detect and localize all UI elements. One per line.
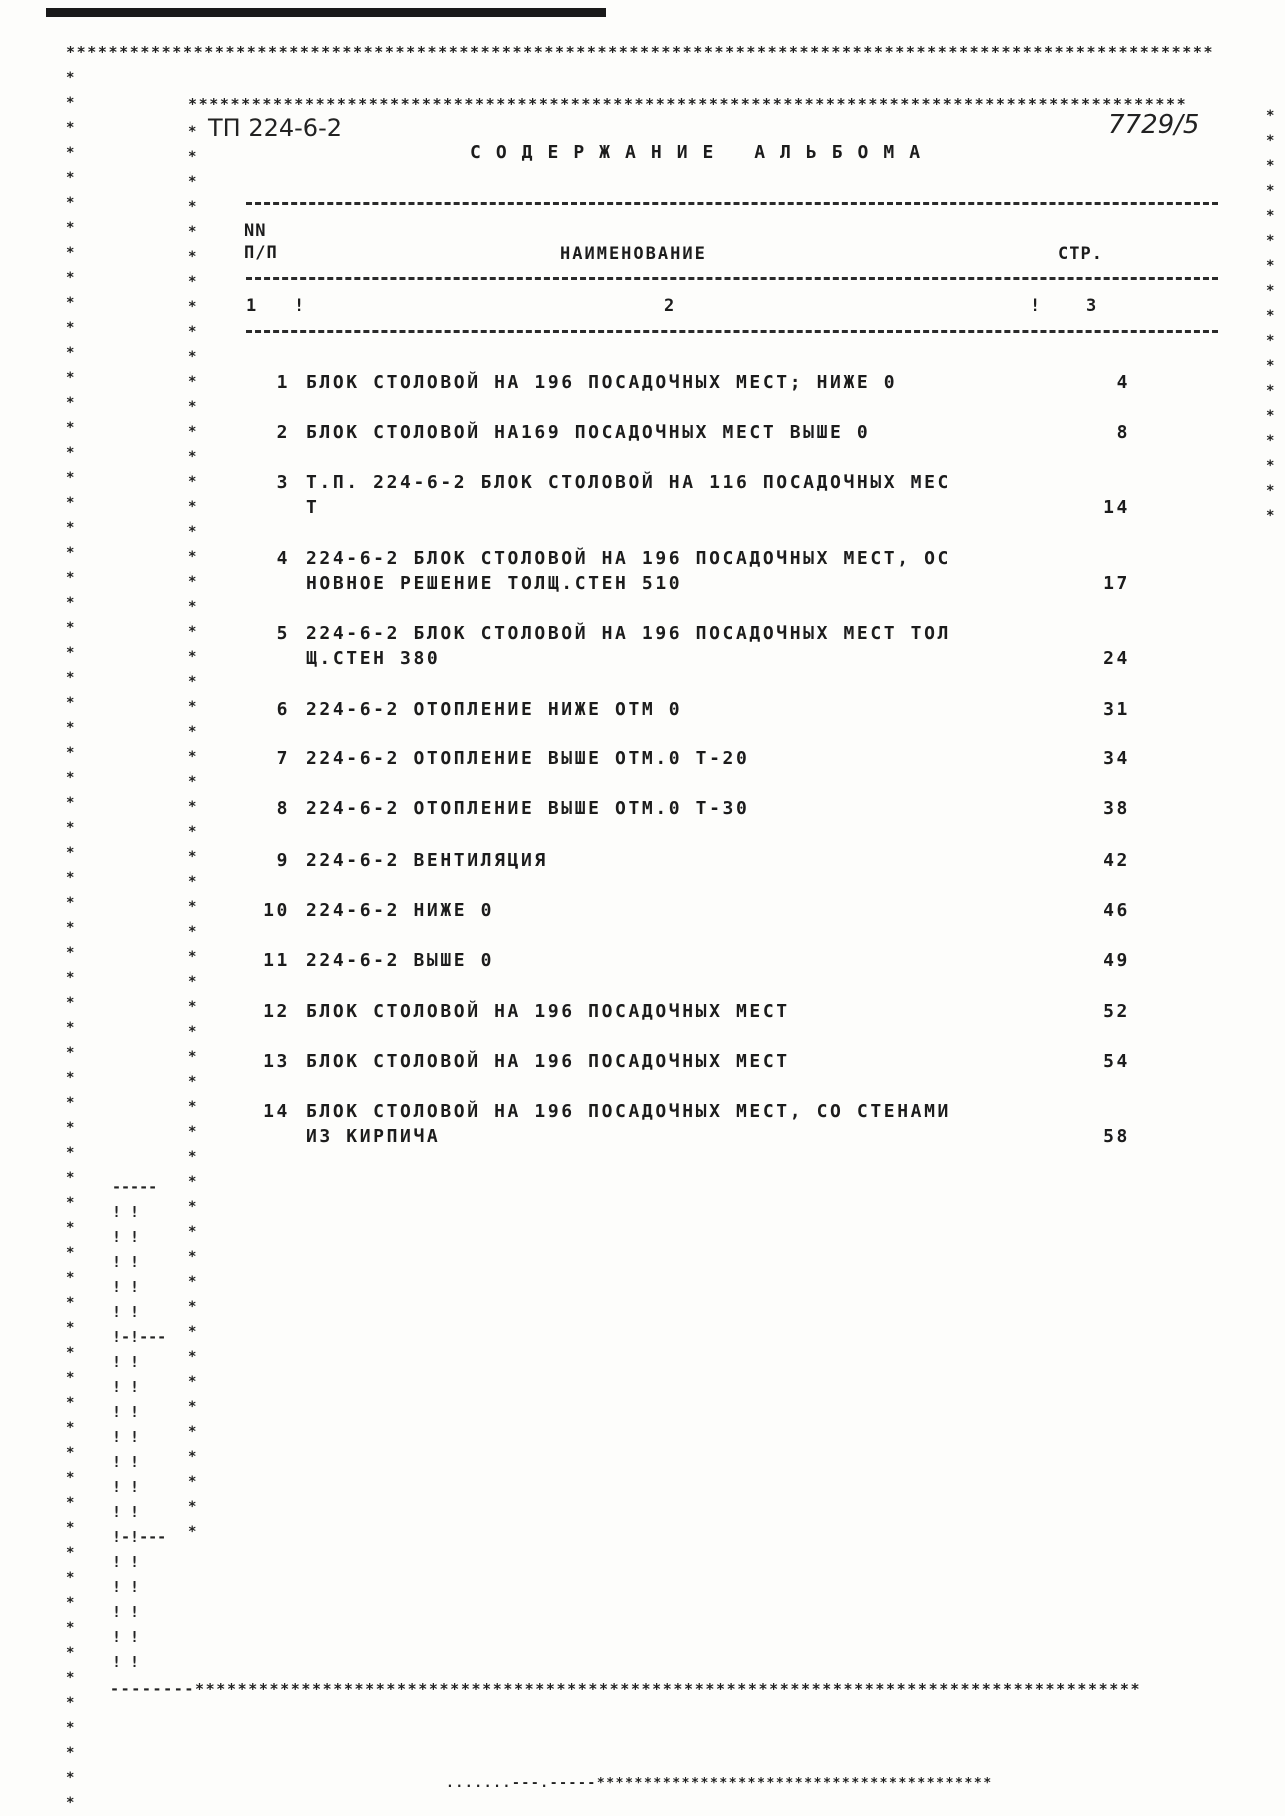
inner-frame-left: * * * * * * * * * * * * * * * * * * * * * * * * * * * * * * * * * * * * * * * * * * * * * * * * * * * * * * * * * bbox=[188, 124, 197, 1540]
item-title: БЛОК СТОЛОВОЙ НА 196 ПОСАДОЧНЫХ МЕСТ, СО СТЕНАМИ ИЗ КИРПИЧА bbox=[306, 1101, 951, 1147]
item-number: 13 bbox=[263, 1051, 290, 1072]
scan-edge-bar bbox=[46, 8, 606, 17]
item-page: 54 bbox=[1103, 1051, 1130, 1072]
item-page: 42 bbox=[1103, 850, 1130, 871]
inventory-number: 7729/5 bbox=[1108, 110, 1200, 140]
col-num-2: 2 bbox=[664, 296, 676, 316]
item-title: 224-6-2 БЛОК СТОЛОВОЙ НА 196 ПОСАДОЧНЫХ МЕСТ, ОС НОВНОЕ РЕШЕНИЕ ТОЛЩ.СТЕН 510 bbox=[306, 548, 951, 594]
item-title: 224-6-2 НИЖЕ 0 bbox=[306, 900, 495, 921]
item-page: 8 bbox=[1116, 422, 1130, 443]
item-number: 2 bbox=[276, 422, 290, 443]
outer-frame-left: * * * * * * * * * * * * * * * * * * * * * * * * * * * * * * * * * * * * * * * * * * * * * * * * * * * * * * * * * * * * * * * * * * * * * * bbox=[66, 70, 75, 1811]
item-title: БЛОК СТОЛОВОЙ НА 196 ПОСАДОЧНЫХ МЕСТ bbox=[306, 1001, 790, 1022]
item-page: 31 bbox=[1103, 699, 1130, 720]
item-title: 224-6-2 БЛОК СТОЛОВОЙ НА 196 ПОСАДОЧНЫХ МЕСТ ТОЛ Щ.СТЕН 380 bbox=[306, 623, 951, 669]
col-num-1: 1 bbox=[246, 296, 258, 316]
item-page: 4 bbox=[1116, 372, 1130, 393]
col-separator: ! bbox=[1030, 296, 1042, 316]
item-number: 14 bbox=[263, 1101, 290, 1122]
item-page: 49 bbox=[1103, 950, 1130, 971]
doc-code: ТП 224-6-2 bbox=[208, 114, 343, 142]
outer-frame-right: * * * * * * * * * * * * * * * * * bbox=[1266, 108, 1275, 524]
item-page: 34 bbox=[1103, 748, 1130, 769]
item-number: 7 bbox=[276, 748, 290, 769]
inner-frame-top: ********************************************************************************************** bbox=[188, 95, 1188, 113]
item-number: 12 bbox=[263, 1001, 290, 1022]
page-title: СОДЕРЖАНИЕ АЛЬБОМА bbox=[470, 142, 936, 163]
item-page: 46 bbox=[1103, 900, 1130, 921]
table-rule-bottom bbox=[246, 330, 1218, 333]
table-rule-top bbox=[246, 202, 1218, 205]
bottom-edge-stars: .......---.-----****************************************** bbox=[446, 1776, 993, 1791]
stamp-stub-left: ----- ! ! ! ! ! ! ! ! ! ! !-!--- ! ! ! ! ! ! ! ! ! ! ! ! ! ! !-!--- ! ! ! ! ! ! ! ! ! ! bbox=[112, 1178, 167, 1671]
item-title: 224-6-2 ОТОПЛЕНИЕ ВЫШЕ ОТМ.0 Т-20 bbox=[306, 748, 750, 769]
table-rule-mid bbox=[246, 277, 1218, 280]
item-title: 224-6-2 ОТОПЛЕНИЕ НИЖЕ ОТМ 0 bbox=[306, 699, 683, 720]
item-title: 224-6-2 ВЕНТИЛЯЦИЯ bbox=[306, 850, 548, 871]
item-number: 6 bbox=[276, 699, 290, 720]
item-title: 224-6-2 ВЫШЕ 0 bbox=[306, 950, 495, 971]
item-number: 8 bbox=[276, 798, 290, 819]
item-title: 224-6-2 ОТОПЛЕНИЕ ВЫШЕ ОТМ.0 Т-30 bbox=[306, 798, 750, 819]
item-number: 9 bbox=[276, 850, 290, 871]
item-title: БЛОК СТОЛОВОЙ НА 196 ПОСАДОЧНЫХ МЕСТ bbox=[306, 1051, 790, 1072]
col-header-page: СТР. bbox=[1058, 244, 1103, 264]
col-header-name: НАИМЕНОВАНИЕ bbox=[560, 244, 707, 264]
item-page: 24 bbox=[1103, 648, 1130, 669]
col-separator: ! bbox=[294, 296, 306, 316]
item-page: 17 bbox=[1103, 573, 1130, 594]
item-title: Т.П. 224-6-2 БЛОК СТОЛОВОЙ НА 116 ПОСАДОЧНЫХ МЕС Т bbox=[306, 472, 951, 518]
item-page: 58 bbox=[1103, 1126, 1130, 1147]
item-number: 1 bbox=[276, 372, 290, 393]
col-num-3: 3 bbox=[1086, 296, 1098, 316]
outer-frame-top: ************************************************************************************************************ bbox=[66, 43, 1215, 61]
item-page: 14 bbox=[1103, 497, 1130, 518]
item-number: 11 bbox=[263, 950, 290, 971]
item-number: 4 bbox=[276, 548, 290, 569]
col-header-number: NN П/П bbox=[244, 221, 278, 263]
item-title: БЛОК СТОЛОВОЙ НА 196 ПОСАДОЧНЫХ МЕСТ; НИЖЕ 0 bbox=[306, 372, 898, 393]
item-title: БЛОК СТОЛОВОЙ НА169 ПОСАДОЧНЫХ МЕСТ ВЫШЕ 0 bbox=[306, 422, 871, 443]
item-page: 38 bbox=[1103, 798, 1130, 819]
outer-frame-bottom: --------***************************************************************************************** bbox=[110, 1680, 1142, 1698]
item-number: 3 bbox=[276, 472, 290, 493]
item-number: 5 bbox=[276, 623, 290, 644]
item-number: 10 bbox=[263, 900, 290, 921]
item-page: 52 bbox=[1103, 1001, 1130, 1022]
